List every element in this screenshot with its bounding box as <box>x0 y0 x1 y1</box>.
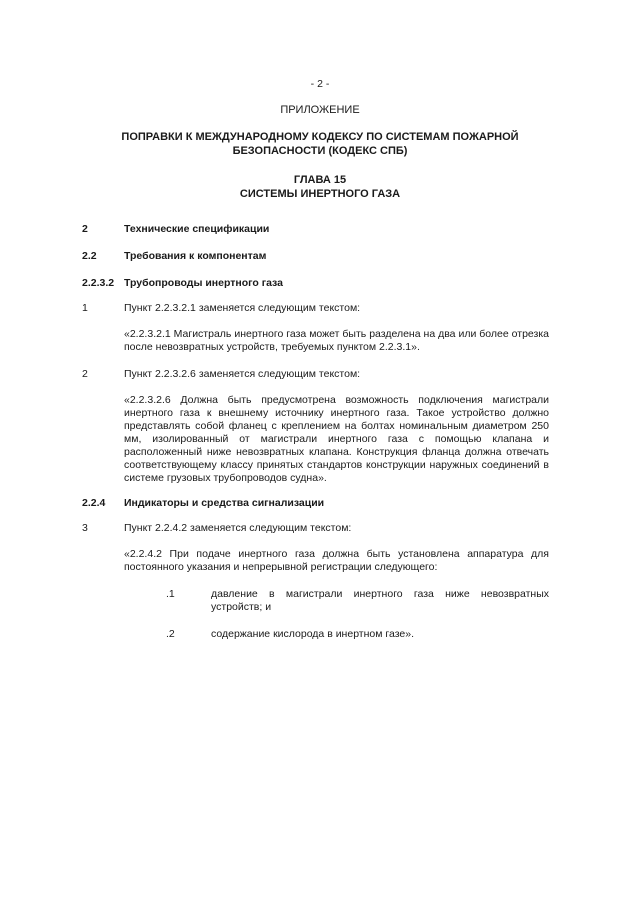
item-number: 2 <box>82 368 88 380</box>
item-intro: Пункт 2.2.4.2 заменяется следующим текстом: <box>124 522 352 534</box>
annex-heading: ПРИЛОЖЕНИЕ <box>280 104 360 116</box>
item-intro: Пункт 2.2.3.2.6 заменяется следующим текстом: <box>124 368 361 380</box>
section-title: Индикаторы и средства сигнализации <box>124 497 325 509</box>
section-number: 2.2.4 <box>82 497 106 509</box>
item-number: 3 <box>82 522 88 534</box>
section-title: Требования к компонентам <box>124 250 267 262</box>
item-quote: «2.2.3.2.6 Должна быть предусмотрена возможность подключения магистрали инертного газа к внешнему источнику инертного газа. Такое устройство должно представлять собой фланец с креплением на болтах номинальным диаметром 250 мм, изолированный от магистрали инертного газа с помощью клапана и расположенный ниже невозвратных клапана. Конструкция фланца должна отвечать соответствующему классу принятых стандартов конструкции наружных соединений в системе грузовых трубопроводов судна». <box>124 394 549 484</box>
title-line-2: БЕЗОПАСНОСТИ (КОДЕКС СПБ) <box>232 145 408 157</box>
item-quote: «2.2.4.2 При подаче инертного газа должна быть установлена аппаратура для постоянного указания и непрерывной регистрации следующего: <box>124 548 549 573</box>
list-text: содержание кислорода в инертном газе». <box>211 628 414 640</box>
item-number: 1 <box>82 302 88 314</box>
item-intro: Пункт 2.2.3.2.1 заменяется следующим текстом: <box>124 302 361 314</box>
chapter-line-1: ГЛАВА 15 <box>293 174 347 186</box>
document-title <box>0 130 640 158</box>
section-title: Трубопроводы инертного газа <box>124 277 283 289</box>
title-line-1: ПОПРАВКИ К МЕЖДУНАРОДНОМУ КОДЕКСУ ПО СИСТЕМАМ ПОЖАРНОЙ <box>121 131 519 143</box>
section-number: 2.2.3.2 <box>82 277 115 289</box>
page-number: - 2 - <box>310 78 330 90</box>
section-title: Технические спецификации <box>124 223 270 235</box>
item-quote: «2.2.3.2.1 Магистраль инертного газа может быть разделена на два или более отрезка после невозвратных устройств, требуемых пунктом 2.2.3.1». <box>124 328 549 353</box>
list-text: давление в магистрали инертного газа ниже невозвратных устройств; и <box>211 588 549 613</box>
section-number: 2 <box>82 223 88 235</box>
list-marker: .1 <box>166 588 175 600</box>
chapter-line-2: СИСТЕМЫ ИНЕРТНОГО ГАЗА <box>239 188 401 200</box>
list-marker: .2 <box>166 628 175 640</box>
section-number: 2.2 <box>82 250 97 262</box>
chapter-heading <box>0 173 640 201</box>
